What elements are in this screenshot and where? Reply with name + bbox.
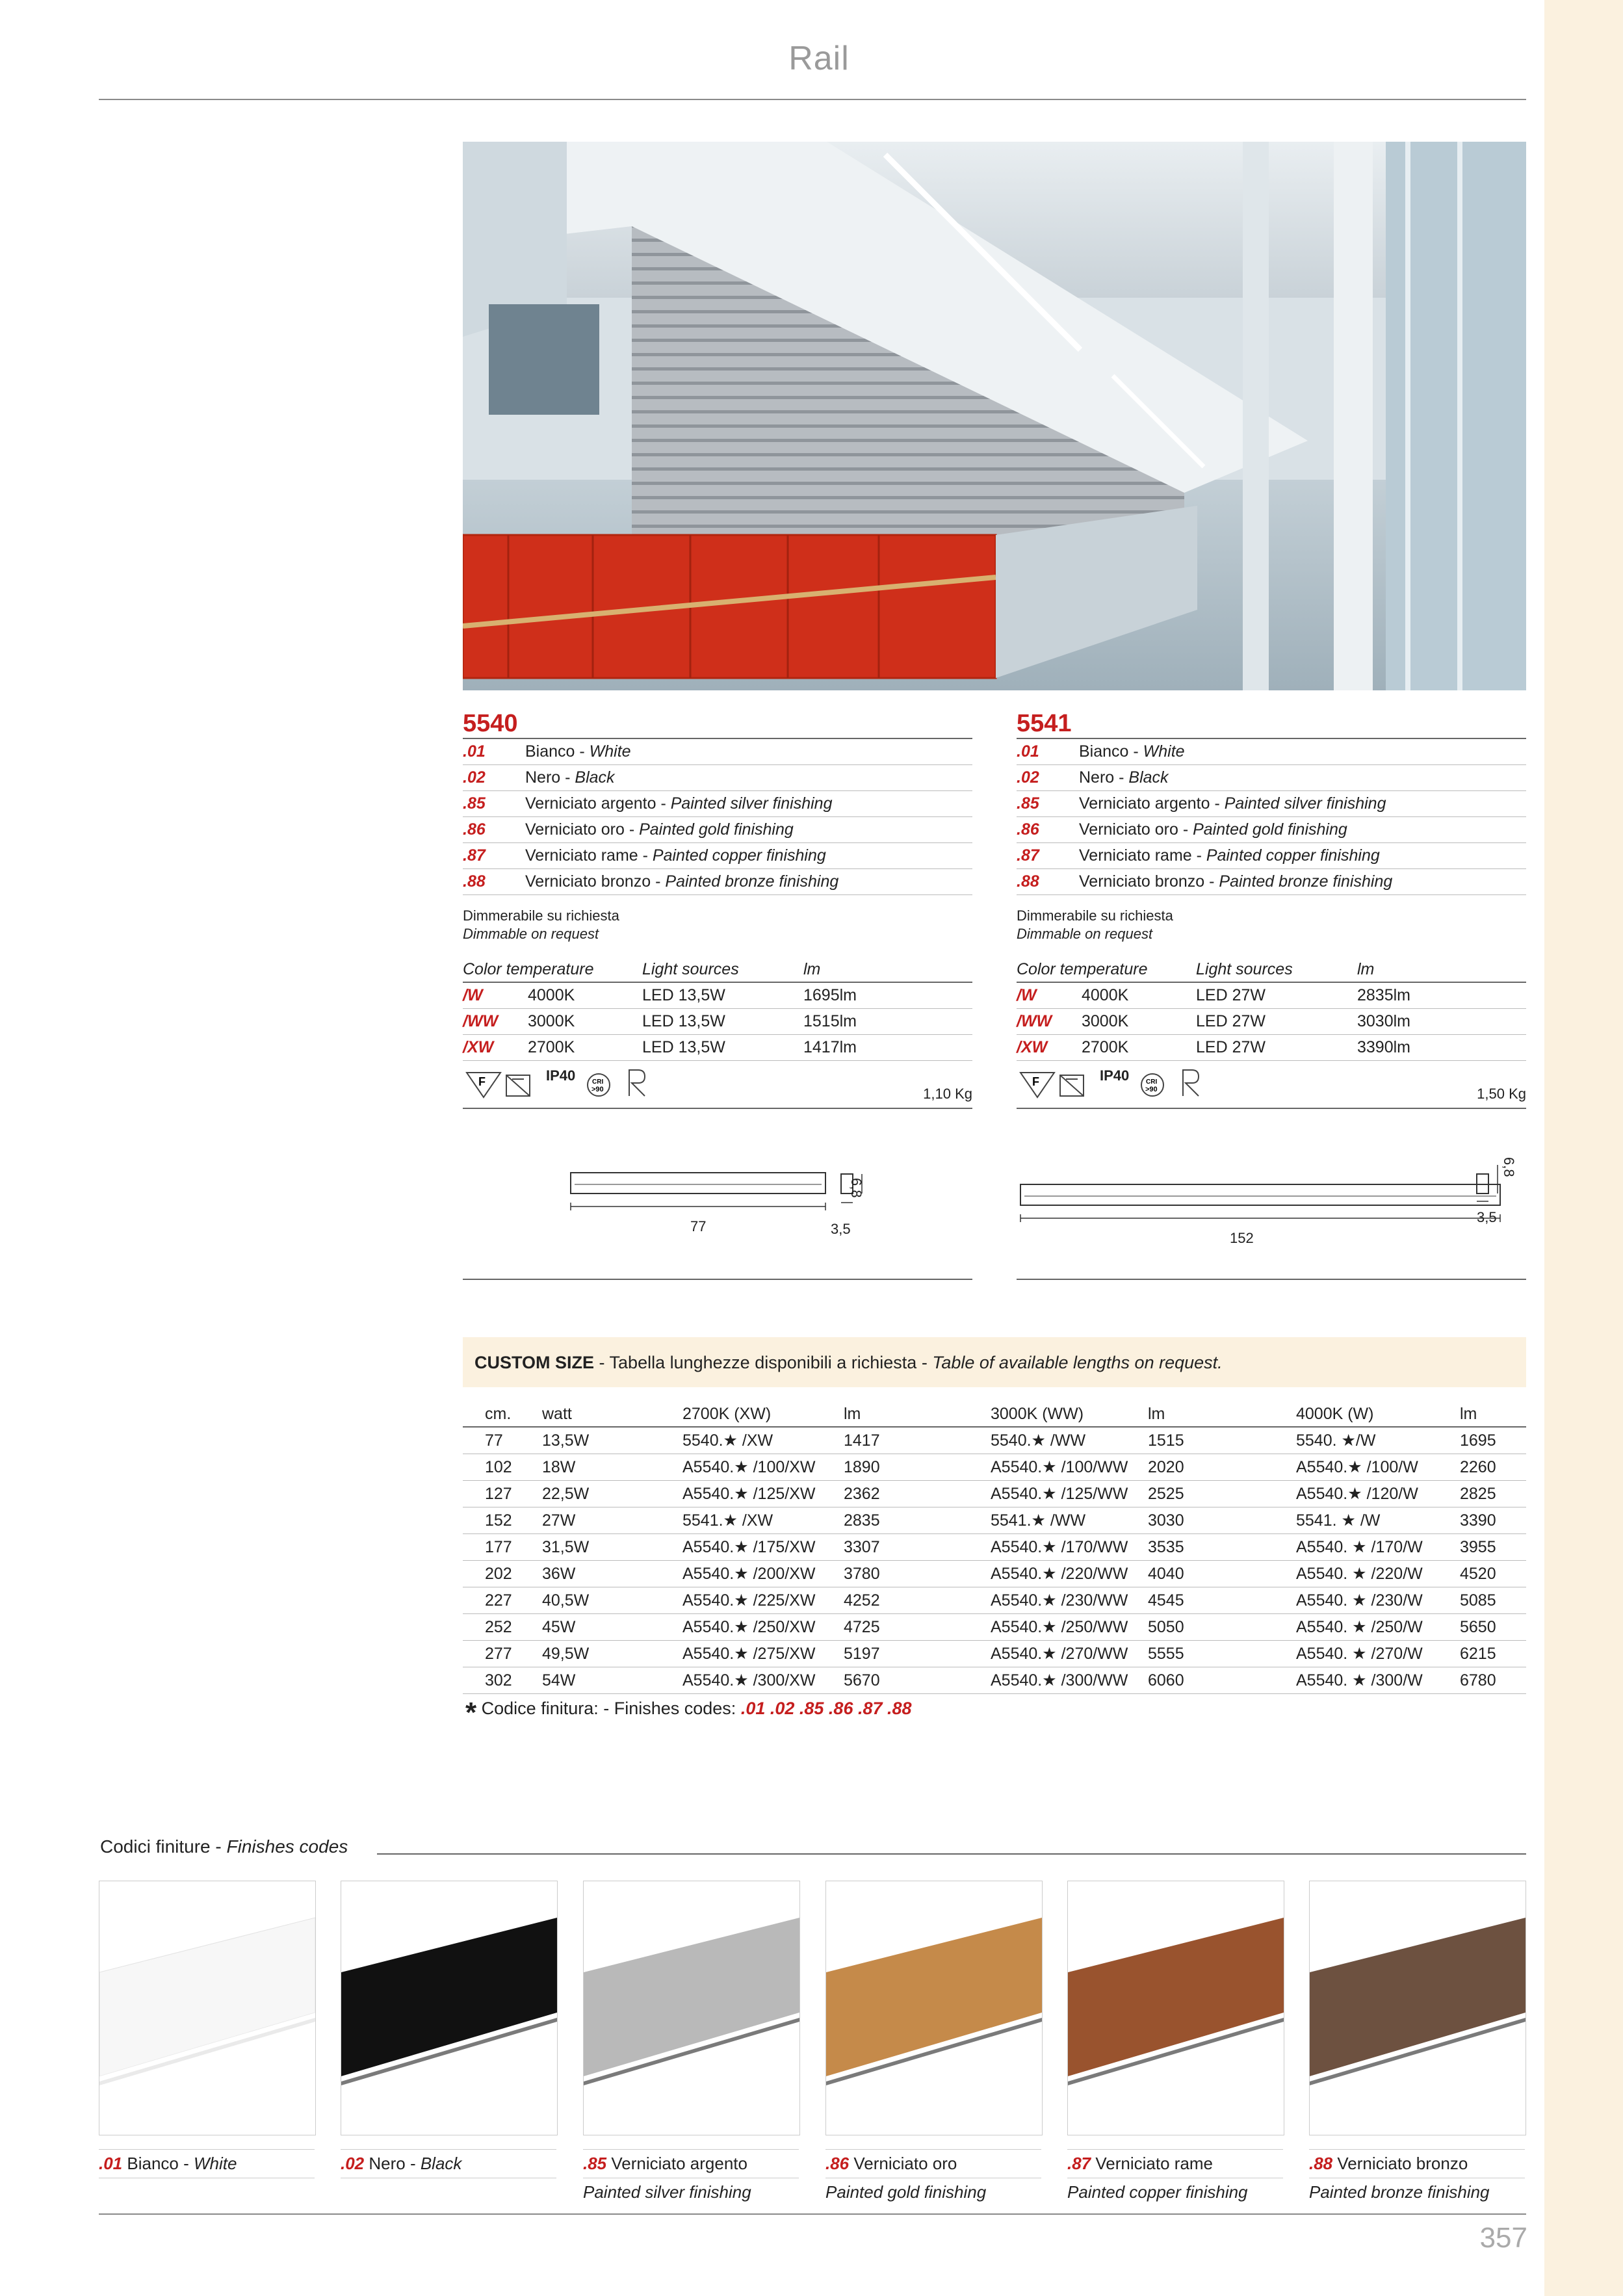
table-cell: 5085	[1460, 1587, 1526, 1614]
cert-icons	[1017, 1061, 1526, 1109]
ip-rating: IP40	[1100, 1067, 1130, 1084]
swatch-name-it: Nero -	[364, 2154, 421, 2173]
table-cell: 5197	[844, 1641, 991, 1667]
cri-icon	[586, 1073, 612, 1099]
light-code: /XW	[1017, 1035, 1082, 1061]
finish-en: Black	[575, 768, 615, 787]
col-header: lm	[1460, 1402, 1526, 1427]
table-row	[463, 1561, 1526, 1587]
table-cell: 40,5W	[542, 1587, 682, 1614]
light-source: LED 13,5W	[642, 1009, 803, 1035]
finish-swatch	[825, 1881, 1043, 2135]
table-cell: 102	[485, 1454, 542, 1481]
f-mark-icon	[1019, 1070, 1057, 1100]
swatch-code: .02	[341, 2154, 365, 2173]
col-header: Color temperature	[463, 958, 642, 982]
finish-swatch	[1309, 1881, 1526, 2135]
finish-it: Verniciato rame -	[1079, 846, 1206, 865]
finish-it: Verniciato bronzo -	[1079, 872, 1219, 891]
finish-en: Painted bronze finishing	[1219, 872, 1393, 891]
table-cell: 252	[485, 1614, 542, 1641]
light-lm: 1515lm	[803, 1009, 972, 1035]
light-row	[463, 1009, 972, 1035]
table-cell: 4725	[844, 1614, 991, 1641]
dimmable-en: Dimmable on request	[1017, 926, 1153, 942]
custom-size-rows	[463, 1427, 1526, 1694]
table-cell: A5540.★ /270/WW	[991, 1641, 1148, 1667]
dimmable-note	[463, 907, 972, 943]
col-header: 3000K (WW)	[991, 1402, 1148, 1427]
installation-icon	[504, 1070, 534, 1100]
finish-row	[1017, 817, 1526, 843]
swatch-label	[583, 2149, 799, 2202]
page-number: 357	[1479, 2222, 1527, 2254]
table-cell: 6060	[1148, 1667, 1296, 1694]
finish-code: .87	[463, 843, 525, 869]
finish-row	[1017, 791, 1526, 817]
swatch-code: .87	[1067, 2154, 1091, 2173]
swatch-name-line2: Painted copper finishing	[1067, 2178, 1283, 2202]
light-lm: 2835lm	[1357, 982, 1526, 1009]
custom-title: CUSTOM SIZE	[474, 1353, 595, 1372]
swatch-name-it: Verniciato argento	[606, 2154, 747, 2173]
table-cell: 2362	[844, 1481, 991, 1507]
table-cell: A5540.★ /100/W	[1296, 1454, 1460, 1481]
product-5540	[463, 710, 972, 1237]
light-source: LED 27W	[1196, 982, 1357, 1009]
swatch-name-line2: Painted silver finishing	[583, 2178, 799, 2202]
table-cell: 13,5W	[542, 1427, 682, 1454]
table-cell: 152	[485, 1507, 542, 1534]
table-cell: 5541.★ /XW	[682, 1507, 844, 1534]
svg-text:F: F	[1032, 1075, 1039, 1088]
light-code: /WW	[463, 1009, 528, 1035]
table-cell: 49,5W	[542, 1641, 682, 1667]
svg-text:>90: >90	[1145, 1086, 1158, 1093]
finishes-section-title	[100, 1836, 348, 1857]
table-cell: 2825	[1460, 1481, 1526, 1507]
swatch-name-line2: Painted gold finishing	[825, 2178, 1041, 2202]
col-header: 2700K (XW)	[682, 1402, 844, 1427]
product-5541	[1017, 710, 1526, 1246]
table-cell: 2525	[1148, 1481, 1296, 1507]
swatch-name-it: Bianco -	[122, 2154, 194, 2173]
width-label: 3,5	[831, 1221, 851, 1237]
finish-swatch	[99, 1881, 316, 2135]
weight: 1,10 Kg	[923, 1086, 972, 1102]
light-source: LED 27W	[1196, 1035, 1357, 1061]
table-cell: 5540. ★/W	[1296, 1427, 1460, 1454]
light-code: /W	[463, 982, 528, 1009]
swatch-name-it: Verniciato oro	[849, 2154, 957, 2173]
table-cell: 1695	[1460, 1427, 1526, 1454]
table-cell: A5540.★ /100/WW	[991, 1454, 1148, 1481]
installation-icon	[1058, 1070, 1088, 1100]
finish-code: .01	[1017, 738, 1079, 765]
finishes-rule	[377, 1853, 1526, 1855]
table-cell: A5540. ★ /170/W	[1296, 1534, 1460, 1561]
ribbon-icon	[625, 1067, 649, 1099]
light-code: /W	[1017, 982, 1082, 1009]
col-header: watt	[542, 1402, 682, 1427]
light-temp: 2700K	[528, 1035, 642, 1061]
table-header-row	[463, 1402, 1526, 1427]
table-cell: 177	[485, 1534, 542, 1561]
table-cell: 6215	[1460, 1641, 1526, 1667]
finish-code: .02	[463, 765, 525, 791]
finish-it: Verniciato bronzo -	[525, 872, 666, 891]
dimmable-it: Dimmerabile su richiesta	[463, 907, 619, 924]
dimension-drawing	[1017, 1165, 1526, 1295]
svg-text:CRI: CRI	[1146, 1078, 1158, 1086]
side-band	[1544, 0, 1623, 2296]
table-row	[463, 1507, 1526, 1534]
height-label: 6,8	[848, 1178, 864, 1198]
swatch-bar-image	[99, 1881, 315, 2135]
finish-it: Nero -	[525, 768, 575, 787]
table-row	[463, 1587, 1526, 1614]
light-row	[1017, 1009, 1526, 1035]
finish-swatch	[583, 1881, 800, 2135]
light-temp: 3000K	[1082, 1009, 1196, 1035]
swatch-name-line2	[99, 2178, 315, 2182]
col-header: Color temperature	[1017, 958, 1196, 982]
table-cell: 1515	[1148, 1427, 1296, 1454]
table-cell: A5540.★ /250/WW	[991, 1614, 1148, 1641]
table-cell: 5670	[844, 1667, 991, 1694]
table-row	[463, 1614, 1526, 1641]
light-source: LED 13,5W	[642, 1035, 803, 1061]
finish-it: Bianco -	[1079, 742, 1143, 761]
table-cell: A5540.★ /230/WW	[991, 1587, 1148, 1614]
finish-row	[463, 738, 972, 765]
table-cell: 3390	[1460, 1507, 1526, 1534]
light-row	[1017, 1035, 1526, 1061]
finish-it: Verniciato argento -	[525, 794, 671, 813]
table-cell: A5540.★ /300/XW	[682, 1667, 844, 1694]
finish-en: Painted silver finishing	[670, 794, 833, 813]
f-mark-icon	[465, 1070, 503, 1100]
finish-en: Painted silver finishing	[1224, 794, 1386, 813]
table-cell: A5540. ★ /230/W	[1296, 1587, 1460, 1614]
product-code: 5540	[463, 710, 518, 737]
finish-code: .85	[463, 791, 525, 817]
table-cell: A5540.★ /125/XW	[682, 1481, 844, 1507]
swatch-bar-image	[341, 1881, 557, 2135]
table-cell: 5555	[1148, 1641, 1296, 1667]
finish-code: .85	[1017, 791, 1079, 817]
header-rule	[99, 99, 1526, 100]
table-cell: 5540.★ /XW	[682, 1427, 844, 1454]
col-header: cm.	[485, 1402, 542, 1427]
light-temp: 4000K	[1082, 982, 1196, 1009]
finish-code: .86	[1017, 817, 1079, 843]
table-cell: 3535	[1148, 1534, 1296, 1561]
table-cell: A5540. ★ /250/W	[1296, 1614, 1460, 1641]
table-cell: 1890	[844, 1454, 991, 1481]
length-label: 77	[690, 1218, 707, 1234]
finish-it: Verniciato argento -	[1079, 794, 1225, 813]
dimmable-en: Dimmable on request	[463, 926, 599, 942]
custom-size-table	[463, 1402, 1526, 1694]
light-code: /XW	[463, 1035, 528, 1061]
custom-size-header	[463, 1337, 1526, 1387]
table-cell: 227	[485, 1587, 542, 1614]
table-row	[463, 1481, 1526, 1507]
dimension-drawing	[463, 1165, 972, 1295]
finish-row	[1017, 765, 1526, 791]
light-source: LED 27W	[1196, 1009, 1357, 1035]
swatch-bar-image	[1068, 1881, 1284, 2135]
finish-swatch	[1067, 1881, 1284, 2135]
table-cell: 4520	[1460, 1561, 1526, 1587]
cert-icons	[463, 1061, 972, 1109]
table-cell: A5540.★ /225/XW	[682, 1587, 844, 1614]
finish-en: Painted bronze finishing	[665, 872, 839, 891]
finish-en: Black	[1128, 768, 1169, 787]
light-row	[463, 1035, 972, 1061]
table-cell: A5540.★ /170/WW	[991, 1534, 1148, 1561]
table-cell: 3307	[844, 1534, 991, 1561]
dimmable-it: Dimmerabile su richiesta	[1017, 907, 1173, 924]
light-lm: 3390lm	[1357, 1035, 1526, 1061]
table-cell: A5540.★ /120/W	[1296, 1481, 1460, 1507]
light-table	[1017, 958, 1526, 1061]
light-lm: 1695lm	[803, 982, 972, 1009]
swatch-bar-image	[584, 1881, 799, 2135]
table-row	[463, 1454, 1526, 1481]
col-header: lm	[844, 1402, 991, 1427]
finishes-title-en: Finishes codes	[226, 1836, 348, 1857]
col-header: Light sources	[642, 958, 803, 982]
asterisk-icon: *	[465, 1697, 477, 1729]
col-header: Light sources	[1196, 958, 1357, 982]
finish-row	[1017, 738, 1526, 765]
table-cell: A5540.★ /200/XW	[682, 1561, 844, 1587]
length-label: 152	[1230, 1230, 1254, 1246]
table-cell: A5540.★ /125/WW	[991, 1481, 1148, 1507]
table-cell: A5540. ★ /270/W	[1296, 1641, 1460, 1667]
light-row	[463, 982, 972, 1009]
finish-it: Bianco -	[525, 742, 590, 761]
finish-code: .88	[1017, 869, 1079, 895]
table-cell: 77	[485, 1427, 542, 1454]
col-header: lm	[1357, 958, 1526, 982]
table-cell: A5540.★ /250/XW	[682, 1614, 844, 1641]
table-cell: 54W	[542, 1667, 682, 1694]
table-cell: 5650	[1460, 1614, 1526, 1641]
finish-code: .86	[463, 817, 525, 843]
swatch-name-line2	[341, 2178, 556, 2182]
swatch-name-it: Verniciato bronzo	[1332, 2154, 1468, 2173]
table-cell: 4040	[1148, 1561, 1296, 1587]
finish-row	[463, 869, 972, 895]
dimmable-note	[1017, 907, 1526, 943]
table-cell: 22,5W	[542, 1481, 682, 1507]
svg-text:F: F	[478, 1075, 486, 1088]
finish-code: .02	[1017, 765, 1079, 791]
table-cell: 4545	[1148, 1587, 1296, 1614]
custom-subtitle-it: - Tabella lunghezze disponibili a richiesta -	[594, 1353, 933, 1372]
swatch-bar-image	[1310, 1881, 1526, 2135]
svg-text:CRI: CRI	[592, 1078, 604, 1086]
table-cell: 2260	[1460, 1454, 1526, 1481]
finish-row	[463, 791, 972, 817]
finish-en: Painted copper finishing	[652, 846, 826, 865]
table-cell: 31,5W	[542, 1534, 682, 1561]
swatch-bar-image	[826, 1881, 1042, 2135]
table-cell: 27W	[542, 1507, 682, 1534]
finish-swatch	[341, 1881, 558, 2135]
table-cell: 3955	[1460, 1534, 1526, 1561]
light-temp: 2700K	[1082, 1035, 1196, 1061]
table-cell: 2835	[844, 1507, 991, 1534]
table-cell: 5540.★ /WW	[991, 1427, 1148, 1454]
finish-row	[463, 817, 972, 843]
finish-it: Verniciato oro -	[1079, 820, 1193, 839]
product-photo	[463, 142, 1526, 690]
note-codes: .01 .02 .85 .86 .87 .88	[740, 1699, 912, 1718]
table-cell: 202	[485, 1561, 542, 1587]
table-cell: A5540.★ /275/XW	[682, 1641, 844, 1667]
col-header: 4000K (W)	[1296, 1402, 1460, 1427]
finish-table	[1017, 738, 1526, 895]
table-cell: A5540.★ /100/XW	[682, 1454, 844, 1481]
table-cell: 3030	[1148, 1507, 1296, 1534]
finish-en: Painted gold finishing	[1193, 820, 1347, 839]
table-cell: A5540.★ /175/XW	[682, 1534, 844, 1561]
table-cell: 3780	[844, 1561, 991, 1587]
swatch-name-en: White	[193, 2154, 237, 2173]
light-code: /WW	[1017, 1009, 1082, 1035]
ip-rating: IP40	[546, 1067, 576, 1084]
finish-en: White	[1143, 742, 1185, 761]
finish-it: Verniciato oro -	[525, 820, 640, 839]
page-title: Rail	[788, 40, 850, 77]
note-text: Codice finitura: - Finishes codes:	[481, 1699, 741, 1718]
swatch-code: .88	[1309, 2154, 1333, 2173]
table-cell: 45W	[542, 1614, 682, 1641]
width-label: 3,5	[1477, 1209, 1497, 1225]
ribbon-icon	[1179, 1067, 1202, 1099]
table-cell: 5050	[1148, 1614, 1296, 1641]
weight: 1,50 Kg	[1477, 1086, 1526, 1102]
col-header: lm	[803, 958, 972, 982]
finish-it: Verniciato rame -	[525, 846, 653, 865]
finish-row	[1017, 869, 1526, 895]
light-temp: 3000K	[528, 1009, 642, 1035]
table-row	[463, 1534, 1526, 1561]
finish-it: Nero -	[1079, 768, 1129, 787]
swatch-name-line2: Painted bronze finishing	[1309, 2178, 1525, 2202]
finish-row	[463, 843, 972, 869]
finish-code: .87	[1017, 843, 1079, 869]
swatch-label	[99, 2149, 315, 2182]
light-table	[463, 958, 972, 1061]
finish-en: Painted gold finishing	[639, 820, 794, 839]
light-source: LED 13,5W	[642, 982, 803, 1009]
product-code: 5541	[1017, 710, 1072, 737]
table-cell: 4252	[844, 1587, 991, 1614]
table-cell: 6780	[1460, 1667, 1526, 1694]
table-cell: A5540.★ /220/WW	[991, 1561, 1148, 1587]
finish-row	[1017, 843, 1526, 869]
table-row	[463, 1641, 1526, 1667]
custom-subtitle-en: Table of available lengths on request.	[932, 1353, 1223, 1372]
cri-icon	[1140, 1073, 1166, 1099]
table-cell: 2020	[1148, 1454, 1296, 1481]
table-cell: A5540. ★ /300/W	[1296, 1667, 1460, 1694]
table-cell: 18W	[542, 1454, 682, 1481]
light-temp: 4000K	[528, 982, 642, 1009]
finish-row	[463, 765, 972, 791]
finish-codes-note	[465, 1697, 912, 1729]
table-cell: 277	[485, 1641, 542, 1667]
table-cell: 302	[485, 1667, 542, 1694]
light-row	[1017, 982, 1526, 1009]
swatch-code: .86	[825, 2154, 850, 2173]
swatch-label	[1067, 2149, 1283, 2202]
finish-code: .01	[463, 738, 525, 765]
swatch-name-it: Verniciato rame	[1091, 2154, 1214, 2173]
swatch-code: .01	[99, 2154, 123, 2173]
swatch-label	[1309, 2149, 1525, 2202]
table-cell: A5540.★ /300/WW	[991, 1667, 1148, 1694]
table-row	[463, 1667, 1526, 1694]
height-label: 6,8	[1501, 1157, 1517, 1177]
table-cell: 5541. ★ /W	[1296, 1507, 1460, 1534]
table-cell: 1417	[844, 1427, 991, 1454]
light-lm: 1417lm	[803, 1035, 972, 1061]
col-header: lm	[1148, 1402, 1296, 1427]
swatch-code: .85	[583, 2154, 607, 2173]
light-lm: 3030lm	[1357, 1009, 1526, 1035]
table-cell: A5540. ★ /220/W	[1296, 1561, 1460, 1587]
swatch-label	[341, 2149, 556, 2182]
finish-code: .88	[463, 869, 525, 895]
table-cell: 127	[485, 1481, 542, 1507]
finish-en: Painted copper finishing	[1206, 846, 1380, 865]
table-cell: 36W	[542, 1561, 682, 1587]
footer-rule	[99, 2213, 1526, 2215]
swatch-name-en: Black	[420, 2154, 462, 2173]
finish-en: White	[589, 742, 631, 761]
svg-text:>90: >90	[591, 1086, 604, 1093]
finishes-title-it: Codici finiture -	[100, 1836, 227, 1857]
swatch-label	[825, 2149, 1041, 2202]
table-row	[463, 1427, 1526, 1454]
table-cell: 5541.★ /WW	[991, 1507, 1148, 1534]
finish-table	[463, 738, 972, 895]
